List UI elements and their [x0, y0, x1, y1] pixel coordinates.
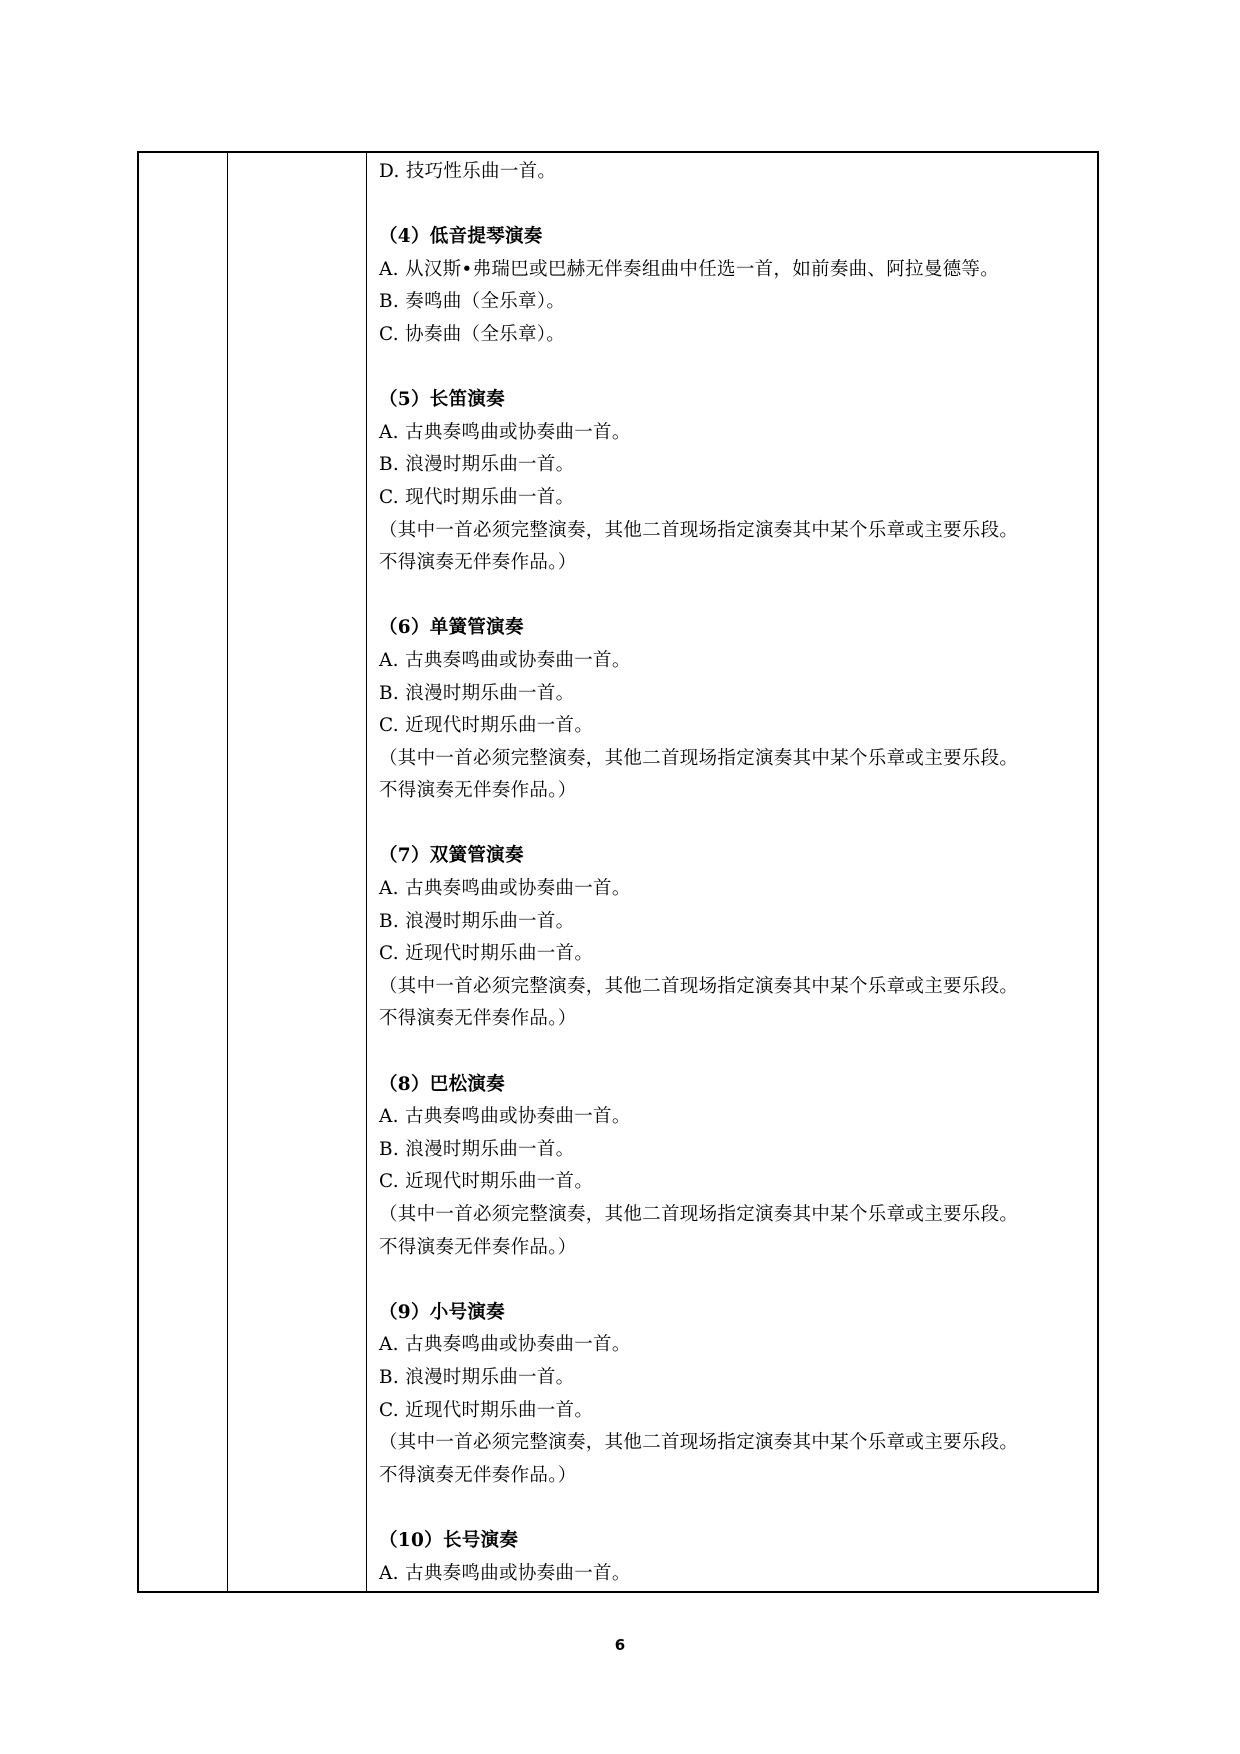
section-line: A. 古典奏鸣曲或协奏曲一首。	[379, 649, 631, 671]
section-trumpet	[379, 1297, 1089, 1493]
section-line: C. 近现代时期乐曲一首。	[379, 1399, 594, 1421]
section-line: C. 近现代时期乐曲一首。	[379, 715, 594, 737]
section-line: A. 从汉斯•弗瑞巴或巴赫无伴奏组曲中任选一首，如前奏曲、阿拉曼德等。	[379, 258, 1000, 280]
section-line: A. 古典奏鸣曲或协奏曲一首。	[379, 421, 631, 443]
section-line: C. 现代时期乐曲一首。	[379, 486, 575, 508]
column-divider-1	[227, 153, 228, 1591]
section-note: 不得演奏无伴奏作品。）	[379, 1008, 577, 1030]
section-line: B. 浪漫时期乐曲一首。	[379, 1366, 575, 1388]
section-line: B. 浪漫时期乐曲一首。	[379, 454, 575, 476]
section-heading: （7）双簧管演奏	[379, 845, 524, 867]
section-clarinet	[379, 612, 1089, 808]
section-note: 不得演奏无伴奏作品。）	[379, 1236, 577, 1258]
section-line: A. 古典奏鸣曲或协奏曲一首。	[379, 1334, 631, 1356]
section-line: C. 协奏曲（全乐章）。	[379, 323, 566, 345]
section-double-bass	[379, 221, 1089, 351]
column-divider-2	[366, 153, 367, 1591]
requirements-cell	[379, 156, 1089, 1591]
section-note: 不得演奏无伴奏作品。）	[379, 780, 577, 802]
section-note: （其中一首必须完整演奏，其他二首现场指定演奏其中某个乐章或主要乐段。	[379, 1204, 1019, 1225]
page-number: 6	[614, 1636, 626, 1654]
section-heading: （8）巴松演奏	[379, 1073, 505, 1095]
section-note: （其中一首必须完整演奏，其他二首现场指定演奏其中某个乐章或主要乐段。	[379, 747, 1019, 769]
section-note: 不得演奏无伴奏作品。）	[379, 1464, 577, 1486]
section-heading: （6）单簧管演奏	[379, 617, 524, 639]
requirements-table	[137, 151, 1099, 1593]
section-heading: （4）低音提琴演奏	[379, 226, 543, 248]
section-bassoon	[379, 1069, 1089, 1265]
section-note: （其中一首必须完整演奏，其他二首现场指定演奏其中某个乐章或主要乐段。	[379, 1432, 1019, 1454]
section-line: A. 古典奏鸣曲或协奏曲一首。	[379, 878, 631, 900]
section-trombone	[379, 1525, 1089, 1590]
section-line: A. 古典奏鸣曲或协奏曲一首。	[379, 1562, 631, 1584]
section-heading: （10）长号演奏	[379, 1529, 519, 1551]
section-line: C. 近现代时期乐曲一首。	[379, 943, 594, 965]
section-line: C. 近现代时期乐曲一首。	[379, 1171, 594, 1193]
section-line: B. 浪漫时期乐曲一首。	[379, 910, 575, 932]
section-oboe	[379, 840, 1089, 1036]
section-line: B. 奏鸣曲（全乐章）。	[379, 291, 566, 313]
section-note: 不得演奏无伴奏作品。）	[379, 552, 577, 574]
continuation-line: D. 技巧性乐曲一首。	[379, 161, 557, 182]
section-heading: （9）小号演奏	[379, 1301, 505, 1323]
section-note: （其中一首必须完整演奏，其他二首现场指定演奏其中某个乐章或主要乐段。	[379, 519, 1019, 541]
section-line: B. 浪漫时期乐曲一首。	[379, 682, 575, 704]
section-note: （其中一首必须完整演奏，其他二首现场指定演奏其中某个乐章或主要乐段。	[379, 975, 1019, 997]
section-heading: （5）长笛演奏	[379, 389, 505, 411]
section-line: B. 浪漫时期乐曲一首。	[379, 1138, 575, 1160]
section-flute	[379, 384, 1089, 580]
section-line: A. 古典奏鸣曲或协奏曲一首。	[379, 1106, 631, 1128]
